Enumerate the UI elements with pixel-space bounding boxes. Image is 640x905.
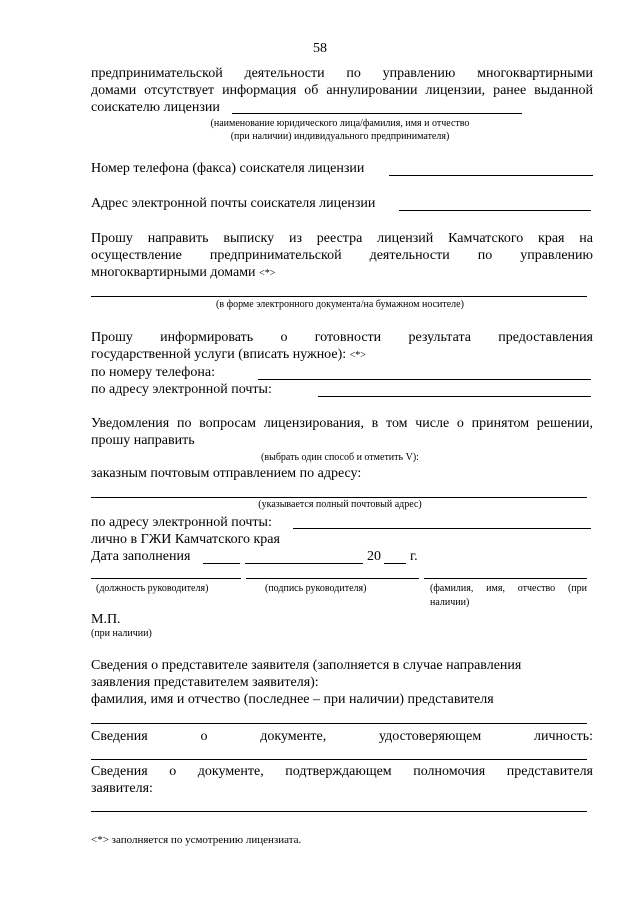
date-year-field[interactable] <box>384 563 406 564</box>
readiness-email-field[interactable] <box>318 396 591 397</box>
intro-line-3: соискателю лицензии <box>91 100 220 115</box>
readiness-email-label: по адресу электронной почты: <box>91 382 272 397</box>
identity-doc-label: Сведения о документе, удостоверяющем личность: <box>91 729 593 744</box>
in-person-label: лично в ГЖИ Камчатского края <box>91 532 280 547</box>
date-day-field[interactable] <box>203 563 240 564</box>
authority-doc-line-1: Сведения о документе, подтверждающем полномочия представителя <box>91 764 593 779</box>
extract-marker: <*> <box>259 268 276 279</box>
representative-line-1: Сведения о представителе заявителя (заполняется в случае направления <box>91 658 522 673</box>
full-name-field[interactable] <box>424 578 587 579</box>
representative-line-3: фамилия, имя и отчество (последнее – при наличии) представителя <box>91 692 494 707</box>
page-number: 58 <box>313 41 327 56</box>
notifications-line-1: Уведомления по вопросам лицензирования, в том числе о принятом решении, <box>91 416 593 431</box>
footnote: <*> заполняется по усмотрению лицензиата. <box>91 834 302 846</box>
extract-line-2: осуществление предпринимательской деятельности по управлению <box>91 248 593 263</box>
position-field[interactable] <box>91 578 241 579</box>
extract-line-3-text: многоквартирными домами <box>91 265 256 280</box>
date-month-field[interactable] <box>245 563 363 564</box>
notif-email-label: по адресу электронной почты: <box>91 515 272 530</box>
date-label: Дата заполнения <box>91 549 191 564</box>
notif-email-field[interactable] <box>293 528 591 529</box>
readiness-phone-field[interactable] <box>258 379 591 380</box>
applicant-name-field[interactable] <box>232 113 522 114</box>
date-year-suffix: г. <box>410 549 418 564</box>
authority-doc-field[interactable] <box>91 811 587 812</box>
by-mail-label: заказным почтовым отправлением по адресу: <box>91 466 362 481</box>
readiness-line-2-text: государственной услуги (вписать нужное): <box>91 347 347 362</box>
extract-form-hint: (в форме электронного документа/на бумажном носителе) <box>216 299 464 310</box>
readiness-phone-label: по номеру телефона: <box>91 365 215 380</box>
stamp-label: М.П. <box>91 612 121 627</box>
authority-doc-line-2: заявителя: <box>91 781 153 796</box>
date-year-prefix: 20 <box>367 549 381 564</box>
postal-address-field[interactable] <box>91 497 587 498</box>
readiness-marker: <*> <box>349 350 366 361</box>
applicant-name-hint-2: (при наличии) индивидуального предпринимателя) <box>230 131 450 142</box>
identity-doc-field[interactable] <box>91 759 587 760</box>
applicant-name-hint-1: (наименование юридического лица/фамилия, имя и отчество <box>210 118 470 129</box>
postal-address-hint: (указывается полный почтовый адрес) <box>258 499 422 510</box>
intro-line-2: домами отсутствует информация об аннулировании лицензии, ранее выданной <box>91 83 593 98</box>
representative-line-2: заявления представителем заявителя): <box>91 675 319 690</box>
readiness-line-1: Прошу информировать о готовности результата предоставления <box>91 330 593 345</box>
full-name-hint-2: наличии) <box>430 597 470 608</box>
email-field[interactable] <box>399 210 591 211</box>
extract-form-field[interactable] <box>91 296 587 297</box>
phone-label: Номер телефона (факса) соискателя лицензии <box>91 161 365 176</box>
readiness-line-2 <box>91 347 366 364</box>
stamp-hint: (при наличии) <box>91 628 152 639</box>
extract-line-3 <box>91 265 275 282</box>
signature-field[interactable] <box>246 578 419 579</box>
email-label: Адрес электронной почты соискателя лицензии <box>91 196 376 211</box>
intro-line-1: предпринимательской деятельности по управлению многоквартирными <box>91 66 593 81</box>
position-hint: (должность руководителя) <box>96 583 209 594</box>
representative-name-field[interactable] <box>91 723 587 724</box>
notifications-line-2: прошу направить <box>91 433 195 448</box>
full-name-hint-1: (фамилия, имя, отчество (при <box>430 583 587 594</box>
extract-line-1: Прошу направить выписку из реестра лицензий Камчатского края на <box>91 231 593 246</box>
choose-method-hint: (выбрать один способ и отметить V): <box>261 452 419 463</box>
signature-hint: (подпись руководителя) <box>265 583 367 594</box>
phone-field[interactable] <box>389 175 593 176</box>
